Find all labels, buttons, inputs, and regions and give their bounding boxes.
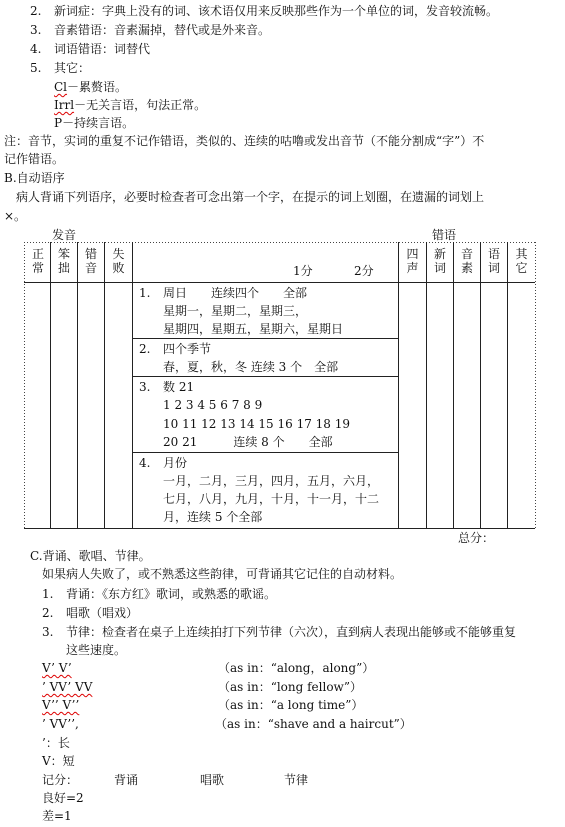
- other-code: Cl: [54, 80, 68, 94]
- list-num: 3.: [30, 23, 42, 37]
- list-text: 词语错语：词替代: [54, 42, 151, 56]
- header-char: 笨: [57, 247, 70, 261]
- rhythm-pattern: [42, 717, 79, 731]
- row-line: 10 11 12 13 14 15 16 17 18 19: [163, 417, 351, 431]
- header-char: 新: [433, 247, 446, 261]
- legend-short: V：短: [42, 754, 75, 768]
- rhythm-code: V’ V’: [42, 661, 72, 675]
- other-text: －无关言语，句法正常。: [74, 98, 207, 112]
- list-text: 唱歌（唱戏）: [66, 606, 139, 620]
- row-line: 月，连续 5 个全部: [163, 510, 263, 524]
- legend-long: ’：长: [42, 736, 70, 750]
- score-poor: 差=1: [42, 809, 72, 823]
- score-1-label: 1分: [293, 264, 313, 278]
- header-char: 错: [84, 247, 97, 261]
- group-error-label: 错语: [432, 228, 457, 242]
- header-char: 它: [515, 261, 528, 275]
- list-item: [42, 606, 138, 620]
- header-char: 语: [487, 247, 500, 261]
- section-c-desc: 如果病人失败了，或不熟悉这些韵律，可背诵其它记住的自动材料。: [42, 567, 403, 581]
- rhythm-example: （as in：“long fellow”）: [218, 680, 362, 694]
- table-row: [139, 455, 187, 471]
- header-neologism: [427, 247, 453, 275]
- rhythm-example: （as in：“along，along”）: [218, 661, 375, 675]
- row-num: 4.: [139, 456, 151, 470]
- list-num: 2.: [42, 606, 54, 620]
- list-text: 音素错语：音素漏掉，替代或是外来音。: [54, 23, 271, 37]
- list-item: [42, 625, 516, 639]
- section-b-desc-2: ×。: [4, 209, 27, 223]
- header-clumsy: [51, 247, 77, 275]
- header-char: 败: [112, 261, 125, 275]
- row-line: 七月，八月，九月，十月，十一月，十二: [163, 492, 380, 506]
- header-four-tones: [399, 247, 426, 275]
- header-char: 失: [112, 247, 125, 261]
- section-c-title: C.背诵、歌唱、节律。: [30, 549, 151, 563]
- score-good: 良好=2: [42, 791, 84, 805]
- header-phoneme: [454, 247, 480, 275]
- table-row: [139, 285, 307, 301]
- section-b-title: B.自动语序: [4, 171, 65, 185]
- row-line: 20 21 连续 8 个 全部: [163, 435, 333, 449]
- header-normal: [26, 247, 50, 275]
- other-code: Irrl: [54, 98, 75, 112]
- row-num: 3.: [139, 380, 151, 394]
- row-line: 1 2 3 4 5 6 7 8 9: [163, 398, 263, 412]
- header-char: 词: [433, 261, 446, 275]
- score-2-label: 2分: [354, 264, 374, 278]
- list-text: 其它：: [54, 61, 91, 75]
- list-num: 3.: [42, 625, 54, 639]
- table-row: [139, 341, 211, 357]
- header-word: [481, 247, 507, 275]
- rhythm-pattern: [42, 680, 92, 694]
- other-code: P: [54, 116, 63, 130]
- note-line-2: 记作错语。: [4, 152, 65, 166]
- rhythm-pattern: [42, 661, 72, 675]
- row-line: 数 21: [163, 380, 195, 394]
- list-text: 背诵：《东方红》歌词，或熟悉的歌谣。: [66, 587, 277, 601]
- header-wrong-sound: [78, 247, 104, 275]
- list-item: [42, 587, 276, 601]
- header-char: 词: [487, 261, 500, 275]
- table-row: [139, 379, 194, 395]
- row-line: 四个季节: [163, 342, 212, 356]
- other-text: －持续言语。: [62, 116, 135, 130]
- header-char: 素: [460, 261, 473, 275]
- list-num: 1.: [42, 587, 54, 601]
- rhythm-example: （as in：“a long time”）: [218, 698, 364, 712]
- header-char: 拙: [57, 261, 70, 275]
- other-text: －累赘语。: [67, 80, 128, 94]
- score-col-recite: 背诵: [114, 773, 139, 787]
- note-line-1: 注：音节，实词的重复不记作错语，类似的、连续的咕噜或发出音节（不能分割成“字”）不: [4, 134, 485, 148]
- item3-continuation: 这些速度。: [66, 643, 127, 657]
- list-num: 2.: [30, 4, 42, 18]
- group-pronunciation-label: 发音: [52, 228, 77, 242]
- row-num: 1.: [139, 286, 151, 300]
- rhythm-code: ’ VV’’,: [42, 717, 79, 731]
- list-num: 5.: [30, 61, 42, 75]
- header-other: [508, 247, 535, 275]
- list-text: 节律：检查者在桌子上连续拍打下列节律（六次），直到病人表现出能够或不能够重复: [66, 625, 517, 639]
- score-col-rhythm: 节律: [284, 773, 309, 787]
- header-failure: [105, 247, 132, 275]
- row-line: 一月，二月，三月，四月，五月，六月，: [163, 474, 380, 488]
- rhythm-example: （as in：“shave and a haircut”）: [215, 717, 412, 731]
- list-text: 新词症：字典上没有的词、该术语仅用来反映那些作为一个单位的词，发音较流畅。: [54, 4, 499, 18]
- score-label: 记分：: [42, 773, 79, 787]
- header-char: 声: [406, 261, 419, 275]
- rhythm-code: ’ VV’ VV: [42, 680, 93, 694]
- header-char: 其: [515, 247, 528, 261]
- total-score-label: 总分：: [458, 531, 495, 545]
- header-char: 常: [31, 261, 44, 275]
- row-line: 星期四，星期五，星期六，星期日: [163, 322, 344, 336]
- rhythm-pattern: [42, 698, 79, 712]
- rhythm-code: V’’ V’’: [42, 698, 80, 712]
- row-line: 月份: [163, 456, 188, 470]
- header-char: 正: [31, 247, 44, 261]
- header-char: 四: [406, 247, 419, 261]
- row-line: 周日 连续四个 全部: [163, 286, 308, 300]
- header-char: 音: [460, 247, 473, 261]
- row-num: 2.: [139, 342, 151, 356]
- row-line: 星期一，星期二，星期三，: [163, 304, 308, 318]
- section-b-desc-1: 病人背诵下列语序，必要时检查者可念出第一个字，在提示的词上划圈，在遗漏的词划上: [16, 190, 485, 204]
- header-char: 音: [84, 261, 97, 275]
- score-col-sing: 唱歌: [200, 773, 225, 787]
- list-num: 4.: [30, 42, 42, 56]
- row-line: 春，夏，秋，冬 连续 3 个 全部: [163, 360, 339, 374]
